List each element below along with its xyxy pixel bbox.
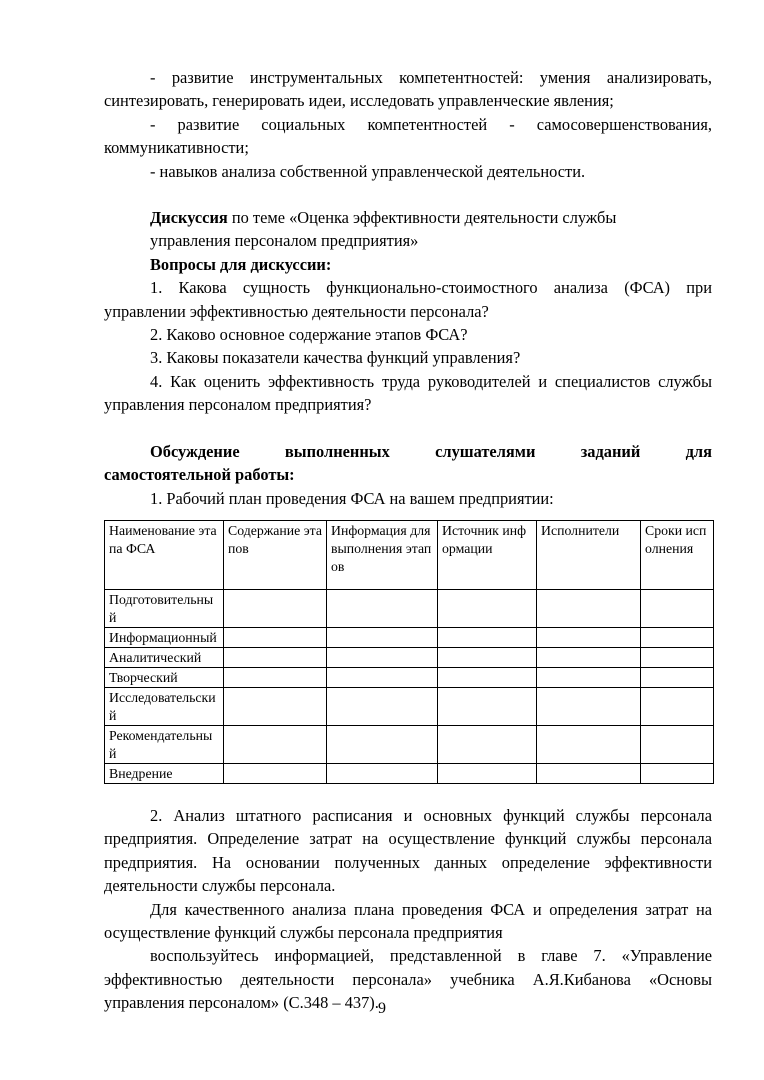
table-header-cell: Сроки исполнения [641,520,714,589]
table-header-cell: Содержание этапов [224,520,327,589]
stage-name-cell: Внедрение [105,763,224,783]
discussion-label: Дискуссия [150,208,228,228]
discussion-topic-line2: управления персоналом предприятия» [150,231,419,251]
task-item-2: 2. Анализ штатного расписания и основных функций службы персонала предприятия. Определение затрат на осуществление функций службы персонала предприятия. На основании полученных данных определение эффективности деятельности службы персонала. [104,805,712,896]
tasks-heading-line2: самостоятельной работы: [104,465,295,485]
table-header-cell: Наименование этапа ФСА [105,520,224,589]
question-2: 2. Каково основное содержание этапов ФСА? [150,325,468,345]
discussion-topic-line1: по теме «Оценка эффективности деятельности службы [227,208,617,228]
page-number: 9 [378,1000,386,1017]
table-row [105,763,714,783]
task-item-1: 1. Рабочий план проведения ФСА на вашем предприятии: [150,488,554,508]
fsa-plan-table [104,520,714,784]
table-row [105,667,714,687]
discussion-title [104,206,712,229]
stage-name-cell: Творческий [105,667,224,687]
stage-name-cell: Информационный [105,627,224,647]
questions-heading: Вопросы для дискуссии: [150,254,332,274]
page-content [104,66,712,1015]
tasks-heading: Обсуждение выполненных слушателями заданий для [150,441,712,461]
question-3: 3. Каковы показатели качества функций управления? [150,348,521,368]
table-row [105,627,714,647]
paragraph-reference: воспользуйтесь информацией, представленной в главе 7. «Управление эффективностью деятельности персонала» учебника А.Я.Кибанова «Основы управления персоналом» (С.348 – 437). [104,946,712,1013]
paragraph-fsa-analysis: Для качественного анализа плана проведения ФСА и определения затрат на осуществление функций службы персонала предприятия [104,899,712,942]
table-header-cell: Информация для выполнения этапов [327,520,438,589]
intro-item-1: - развитие инструментальных компетентностей: умения анализировать, синтезировать, генерировать идеи, исследовать управленческие явления; [104,68,712,111]
intro-item-3: - навыков анализа собственной управленческой деятельности. [150,161,586,181]
table-row [105,725,714,763]
table-row [105,589,714,627]
stage-name-cell: Исследовательский [105,687,224,725]
table-header-cell: Источник информации [438,520,537,589]
stage-name-cell: Рекомендательный [105,725,224,763]
stage-name-cell: Аналитический [105,647,224,667]
intro-item-2: - развитие социальных компетентностей - самосовершенствования, коммуникативности; [104,114,712,158]
table-header-row [105,520,714,589]
table-row [105,647,714,667]
question-1: 1. Какова сущность функционально-стоимостного анализа (ФСА) при управлении эффективностью деятельности персонала? [104,278,712,321]
stage-name-cell: Подготовительный [105,589,224,627]
table-row [105,687,714,725]
table-header-cell: Исполнители [537,520,641,589]
question-4: 4. Как оценить эффективность труда руководителей и специалистов службы управления персоналом предприятия? [104,371,712,415]
